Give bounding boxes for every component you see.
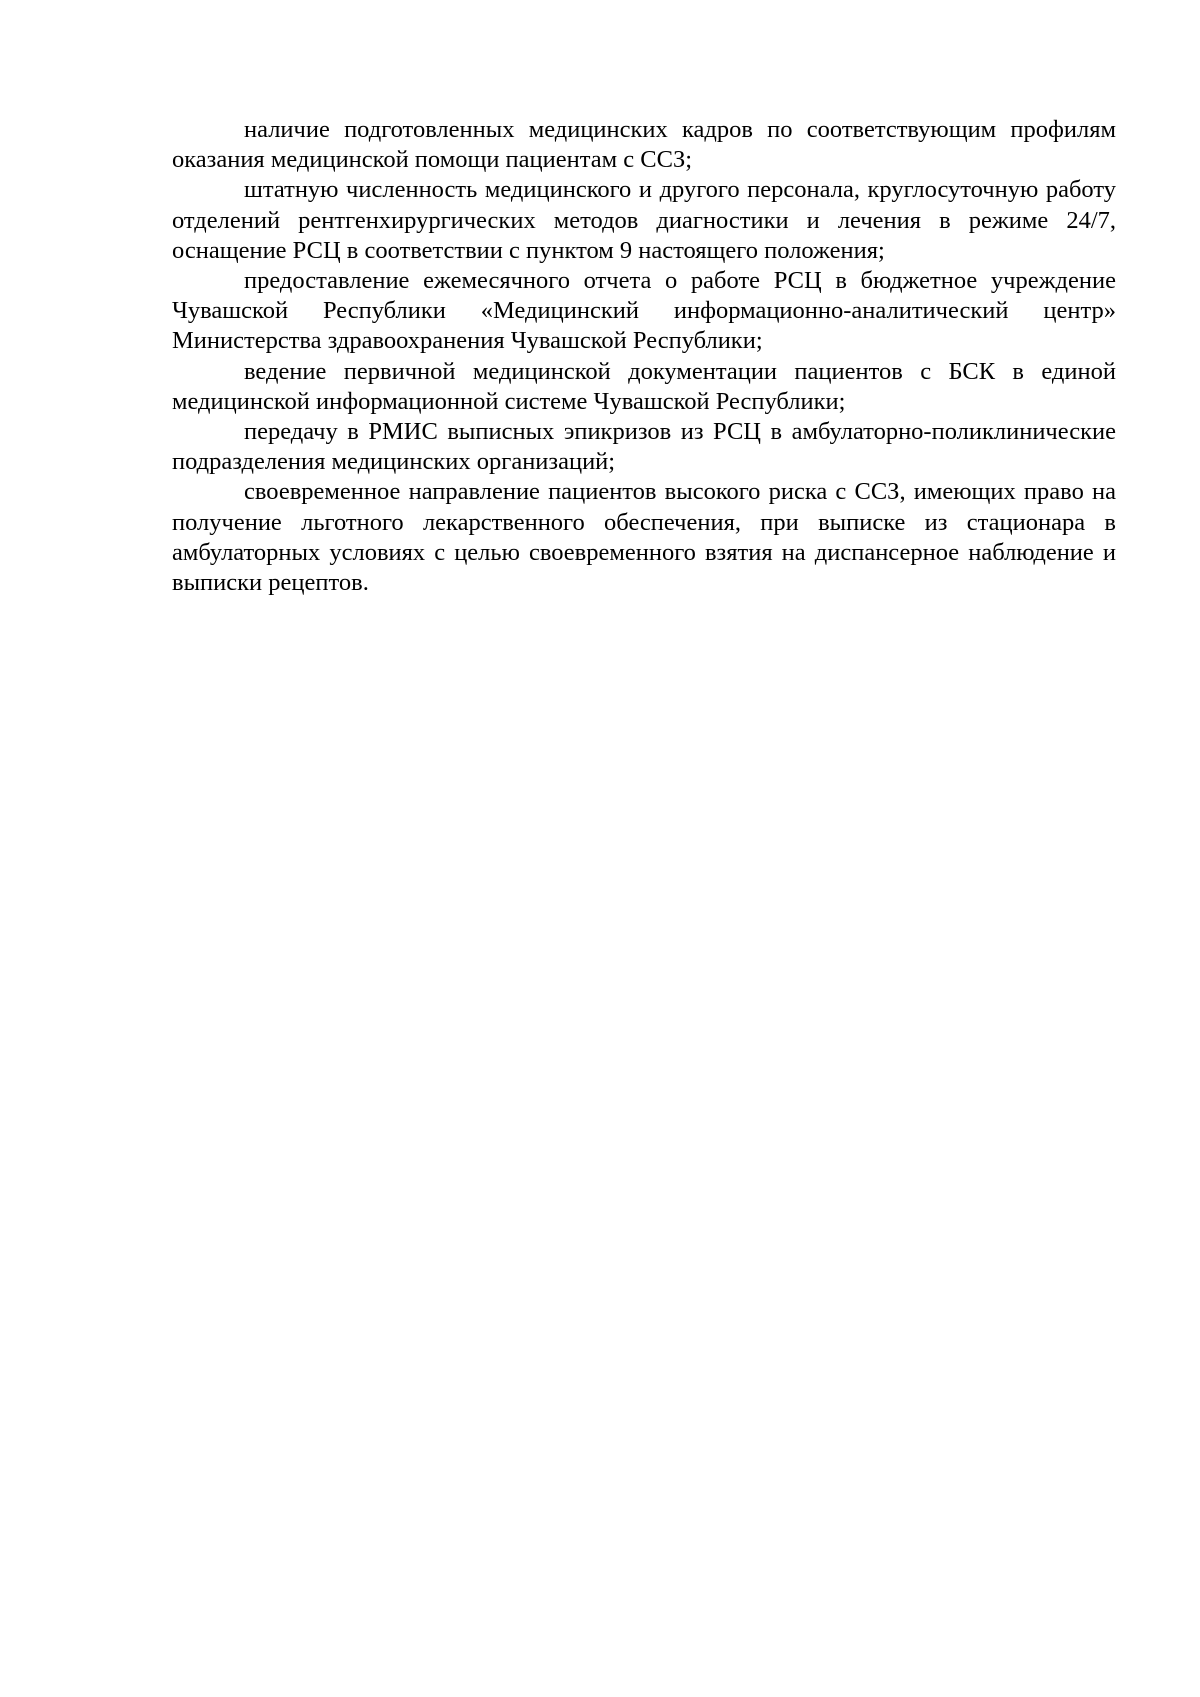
paragraph-medical-documentation: ведение первичной медицинской документации пациентов с БСК в единой медицинской информационной системе Чувашской Республики; <box>172 357 1116 415</box>
paragraph-discharge-summaries: передачу в РМИС выписных эпикризов из РСЦ в амбулаторно-поликлинические подразделения медицинских организаций; <box>172 418 1116 476</box>
paragraph-staff-qualification: наличие подготовленных медицинских кадров по соответствующим профилям оказания медицинской помощи пациентам с ССЗ; <box>172 116 1116 174</box>
paragraph-monthly-report: предоставление ежемесячного отчета о работе РСЦ в бюджетное учреждение Чувашской Республики «Медицинский информационно-аналитический центр» Министерства здравоохранения Чувашской Республики; <box>172 267 1116 355</box>
paragraph-staffing-equipment: штатную численность медицинского и другого персонала, круглосуточную работу отделений рентгенхирургических методов диагностики и лечения в режиме 24/7, оснащение РСЦ в соответствии с пунктом 9 настоящего положения; <box>172 176 1116 264</box>
paragraph-patient-referral: своевременное направление пациентов высокого риска с ССЗ, имеющих право на получение льготного лекарственного обеспечения, при выписке из стационара в амбулаторных условиях с целью своевременного взятия на диспансерное наблюдение и выписки рецептов. <box>172 478 1116 597</box>
document-body <box>172 115 1116 598</box>
